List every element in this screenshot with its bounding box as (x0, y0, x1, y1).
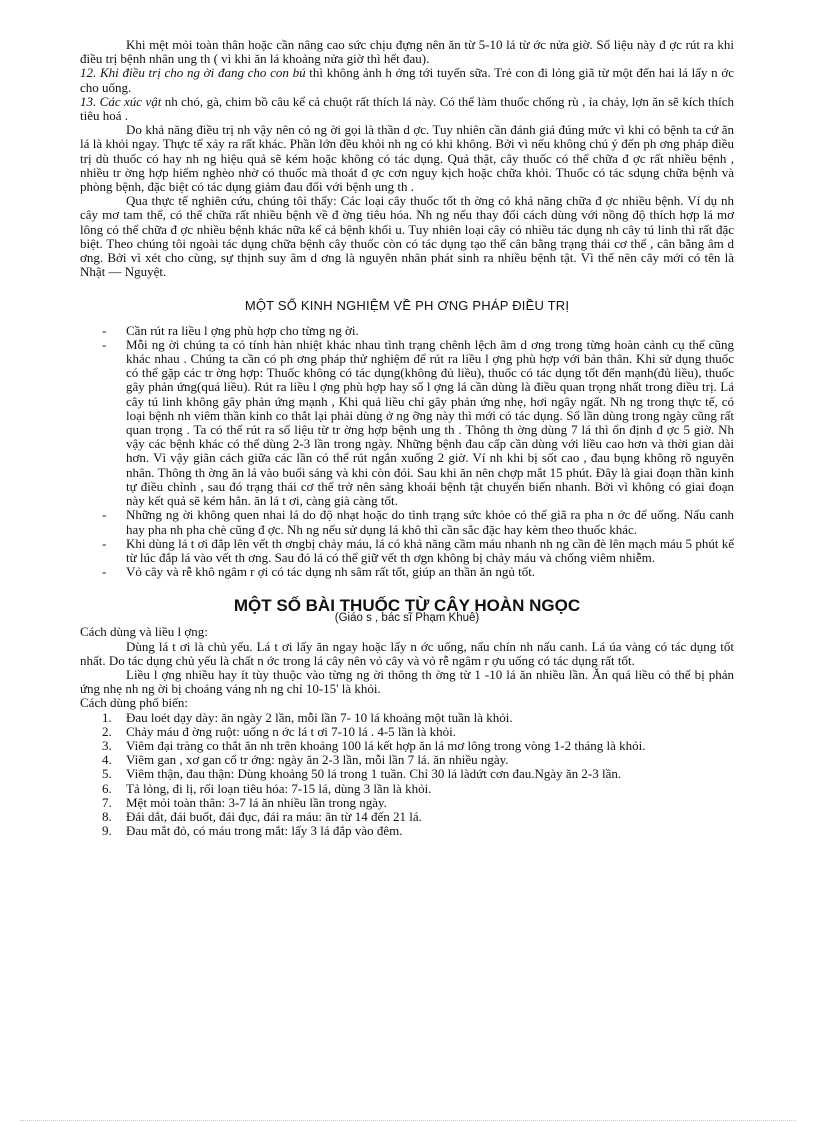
list-item (80, 725, 734, 739)
list-number: 7. (102, 794, 112, 810)
list-item (80, 739, 734, 753)
list-item (80, 824, 734, 838)
dash-bullet: - (102, 535, 107, 551)
list-item-text: Cần rút ra liều l ợng phù hợp cho từng ng ời. (126, 322, 359, 338)
page-footer-divider (20, 1120, 796, 1121)
remedies-list (80, 711, 734, 839)
list-number: 9. (102, 823, 112, 839)
list-item (80, 753, 734, 767)
list-item-text: Đái dắt, đái buốt, đái đục, đái ra máu: ăn từ 14 đến 21 lá. (126, 808, 422, 824)
list-item (80, 810, 734, 824)
list-item (80, 537, 734, 565)
list-number: 8. (102, 808, 112, 824)
list-number: 6. (102, 780, 112, 796)
item-13-lead: 13. Các xúc vật (80, 93, 162, 109)
item-12-lead: 12. Khi điều trị cho ng ời đang cho con bú (80, 65, 306, 81)
dash-bullet: - (102, 322, 107, 338)
list-item-text: Vỏ cây và rễ khô ngâm r ợi có tác dụng nh sâm rất tốt, giúp an thần ăn ngủ tốt. (126, 564, 536, 580)
section-title-experience: MỘT SỐ KINH NGHIỆM VỀ PH ƠNG PHÁP ĐIỀU TRỊ (244, 298, 570, 314)
list-item-text: Viêm đại tràng co thắt ăn nh trên khoảng 100 lá kết hợp ăn lá mơ lông trong vòng 1-2 tháng là khỏi. (126, 737, 646, 753)
common-usage-label: Cách dùng phổ biến: (80, 695, 188, 711)
intro-paragraph-1: Khi mệt mỏi toàn thân hoặc cần nâng cao sức chịu đựng nên ăn từ 5-10 lá từ ớc nửa giờ. Số liệu này đ ợc rút ra khi điều trị bệnh nhân ung th ( vì khi ăn lá khoảng nửa giờ thì hết đau). (80, 37, 734, 67)
list-item-text: Mệt mỏi toàn thân: 3-7 lá ăn nhiều lần trong ngày. (126, 794, 387, 810)
list-number: 3. (102, 737, 112, 753)
list-item-text: Đau loét dạy dày: ăn ngày 2 lần, mỗi lần 7- 10 lá khoảng một tuần là khỏi. (126, 709, 513, 725)
list-item-text: Tả lỏng, đi lị, rối loạn tiêu hóa: 7-15 lá, dùng 3 lần là khỏi. (126, 780, 432, 796)
list-item (80, 796, 734, 810)
list-item (80, 767, 734, 781)
intro-paragraph-3 (80, 95, 734, 123)
usage-label: Cách dùng và liều l ợng: (80, 624, 208, 640)
experience-list (80, 324, 734, 580)
intro-paragraph-4: Do khả năng điều trị nh vậy nên có ng ời gọi là thần d ợc. Tuy nhiên cần đánh giá đúng mức vì khi có bệnh ta cứ ăn lá là khỏi ngay. Thực tế xảy ra rất khác. Phần lớn đều khỏi nh ng có khi không. Bởi vì nếu không chú ý đến ph ơng pháp điều trị dù thuốc có hay nh ng hiệu quả sẽ kém hoặc không có tác dụng. Quả thật, cây thuốc có thể chữa đ ợc rất nhiều bệnh , nhiều tr ờng hợp hiểm nghèo nhờ có thuốc mà thoát đ ợc cơn nguy kịch hoặc chữa khỏi. Thuốc có tác sdụng chữa bệnh và phòng bệnh, đặc biệt có tác dụng giảm đau đối với bệnh ung th . (80, 122, 734, 195)
list-item (80, 565, 734, 579)
list-item-text: Chảy máu đ ờng ruột: uống n ớc lá t ơi 7-10 lá . 4-5 lần là khỏi. (126, 723, 457, 739)
usage-paragraph-2: Liều l ợng nhiều hay ít tùy thuộc vào từng ng ời thông th ờng từ 1 -10 lá ăn nhiều lần. Ăn quá liều có thể bị phản ứng nhẹ nh ng ời bị choáng váng nh ng chỉ 10-15' là khỏi. (80, 666, 734, 697)
list-item (80, 324, 734, 338)
list-item (80, 782, 734, 796)
dash-bullet: - (102, 564, 107, 580)
list-item-text: Mỗi ng ời chúng ta có tính hàn nhiệt khác nhau tình trạng chênh lệch âm d ơng trong từng hoàn cảnh cụ thể cũng khác nhau . Chúng ta cần có ph ơng pháp thử nghiệm để rút ra liều l ợng phù hợp với bản thân. Khi sử dụng thuốc có thể gặp các tr ờng hợp: Thuốc không có tác dụng(không đủ liều), thuốc có tác dụng tốt đến mạnh(đủ liều), thuốc gây phản ứng(quá liều). Rút ra liều l ợng phù hợp hay số l ợng lá cần dùng là điều quan trọng nhất trong điều trị. Lá cây tú linh không gây phản ứng mạnh , Khi quá liều chỉ gây phản ứng nhẹ, hơi ngây ngất. Nh ng trong thực tế, có loại bệnh nh viêm thần kinh co thắt lại phải dùng ở ng ỡng này thì mới có tác dụng. Số lần dùng trong ngày cũng rất quan trọng . Ta có thể rút ra số liệu từ tr ờng hợp bệnh ung th . Thông th ờng dùng 7 lá thì ổn định đ ợc 5 giờ. Nh vậy các bệnh khác có thể dùng 2-3 lần trong ngày. Những bệnh đau cấp cần dùng với liều cao hơn và thời gian dài hơn. Vì vậy giãn cách giữa các lần có thể rút ngắn xuống 2 giờ. Ví nh khi bị sốt cao , đau bụng không rõ nguyên nhân. Thông th ờng ăn lá vào buổi sáng và khi còn đói. Sau khi ăn nên chợp mắt 15 phút. Đây là giai đoạn thần kinh tự điều chỉnh , sau đó trạng thái cơ thể trở nên sảng khoái bệnh tật chuyển biến nhanh. Bởi vì không có giai đoạn này kết quả sẽ kém hẳn. ăn lá t ơi, càng già càng tốt. (126, 336, 734, 509)
list-item-text: Đau mắt đỏ, có máu trong mắt: lấy 3 lá đắp vào đêm. (126, 823, 403, 839)
list-number: 4. (102, 752, 112, 768)
list-item (80, 338, 734, 508)
list-number: 2. (102, 723, 112, 739)
remedies-author: (Giáo s , bác sĩ Phạm Khuê) (334, 612, 480, 625)
item-13-text: nh chó, gà, chim bồ câu kể cả chuột rất thích lá này. Có thể làm thuốc chống rù , ỉa chảy, lợn ăn sẽ kích thích tiêu hoá . (80, 93, 734, 124)
usage-paragraph-1: Dùng lá t ơi là chủ yếu. Lá t ơi lấy ăn ngay hoặc lấy n ớc uống, nấu chín nh nấu canh. Lá úa vàng có tác dụng tốt nhất. Do tác dụng chủ yếu là chất n ớc trong lá cây nên vỏ cây và vỏ rễ ngâm r ợu uống có tác dụng rất tốt. (80, 638, 734, 668)
remedies-title: MỘT SỐ BÀI THUỐC TỪ CÂY HOÀN NGỌC (233, 596, 581, 616)
intro-paragraph-2 (80, 66, 734, 94)
item-12-text: thì không ảnh h ởng tới tuyến sữa. Trẻ con đi lỏng giã từ một đến hai lá lấy n ớc cho uống. (80, 65, 734, 95)
list-item-text: Viêm gan , xơ gan cổ tr ớng: ngày ăn 2-3 lần, mỗi lần 7 lá. ăn nhiều ngày. (126, 752, 509, 768)
intro-paragraph-5: Qua thực tế nghiên cứu, chúng tôi thấy: Các loại cây thuốc tốt th ờng có khả năng chữa đ ợc nhiều bệnh. Ví dụ nh cây mơ tam thể, có thể chữa rất nhiều bệnh về đ ờng tiêu hóa. Nh ng nếu thay đổi cách dùng với nồng độ thích hợp lá mơ lông có thể chữa đ ợc nhiều bệnh khác nữa kể cả bệnh khối u. Tuy nhiên loại cây có nhiều tác dụng nh cây tú linh thì rất đặc biệt. Theo chúng tôi ngoài tác dụng chữa bệnh cây thuốc còn có tác dụng tạo thế cân bằng trạng thái cơ thể , cân bằng âm d ơng. Bởi vì xét cho cùng, sự thịnh suy âm d ơng là nguyên nhân phát sinh ra nhiều bệnh tật. Vì thế nên cây mới có tên là Nhật — Nguyệt. (80, 193, 734, 280)
list-item (80, 508, 734, 536)
list-item-text: Viêm thận, đau thận: Dùng khoảng 50 lá trong 1 tuần. Chỉ 30 lá làdứt cơn đau.Ngày ăn 2-3 lần. (126, 766, 622, 782)
document-page (80, 38, 734, 838)
list-number: 1. (102, 709, 112, 725)
dash-bullet: - (102, 507, 107, 523)
dash-bullet: - (102, 336, 107, 352)
list-item-text: Khi dùng lá t ơi đắp lên vết th ơngbị chảy máu, lá có khả năng cầm máu nhanh nh ng cần đè lên mạch máu 5 phút kể từ lúc đắp lá vào vết th ơng. Sau đó lá có thể giữ vết th ơgn không bị chảy máu và chống viêm nhiễm. (126, 535, 734, 565)
list-item-text: Những ng ời không quen nhai lá do độ nhạt hoặc do tình trạng sức khỏe có thể giã ra pha n ớc để uống. Nấu canh hay pha nh pha chè cũng đ ợc. Nh ng nếu sử dụng lá khô thì cần sắc đặc hay kèm theo thuốc khác. (126, 507, 734, 537)
list-item (80, 711, 734, 725)
list-number: 5. (102, 766, 112, 782)
